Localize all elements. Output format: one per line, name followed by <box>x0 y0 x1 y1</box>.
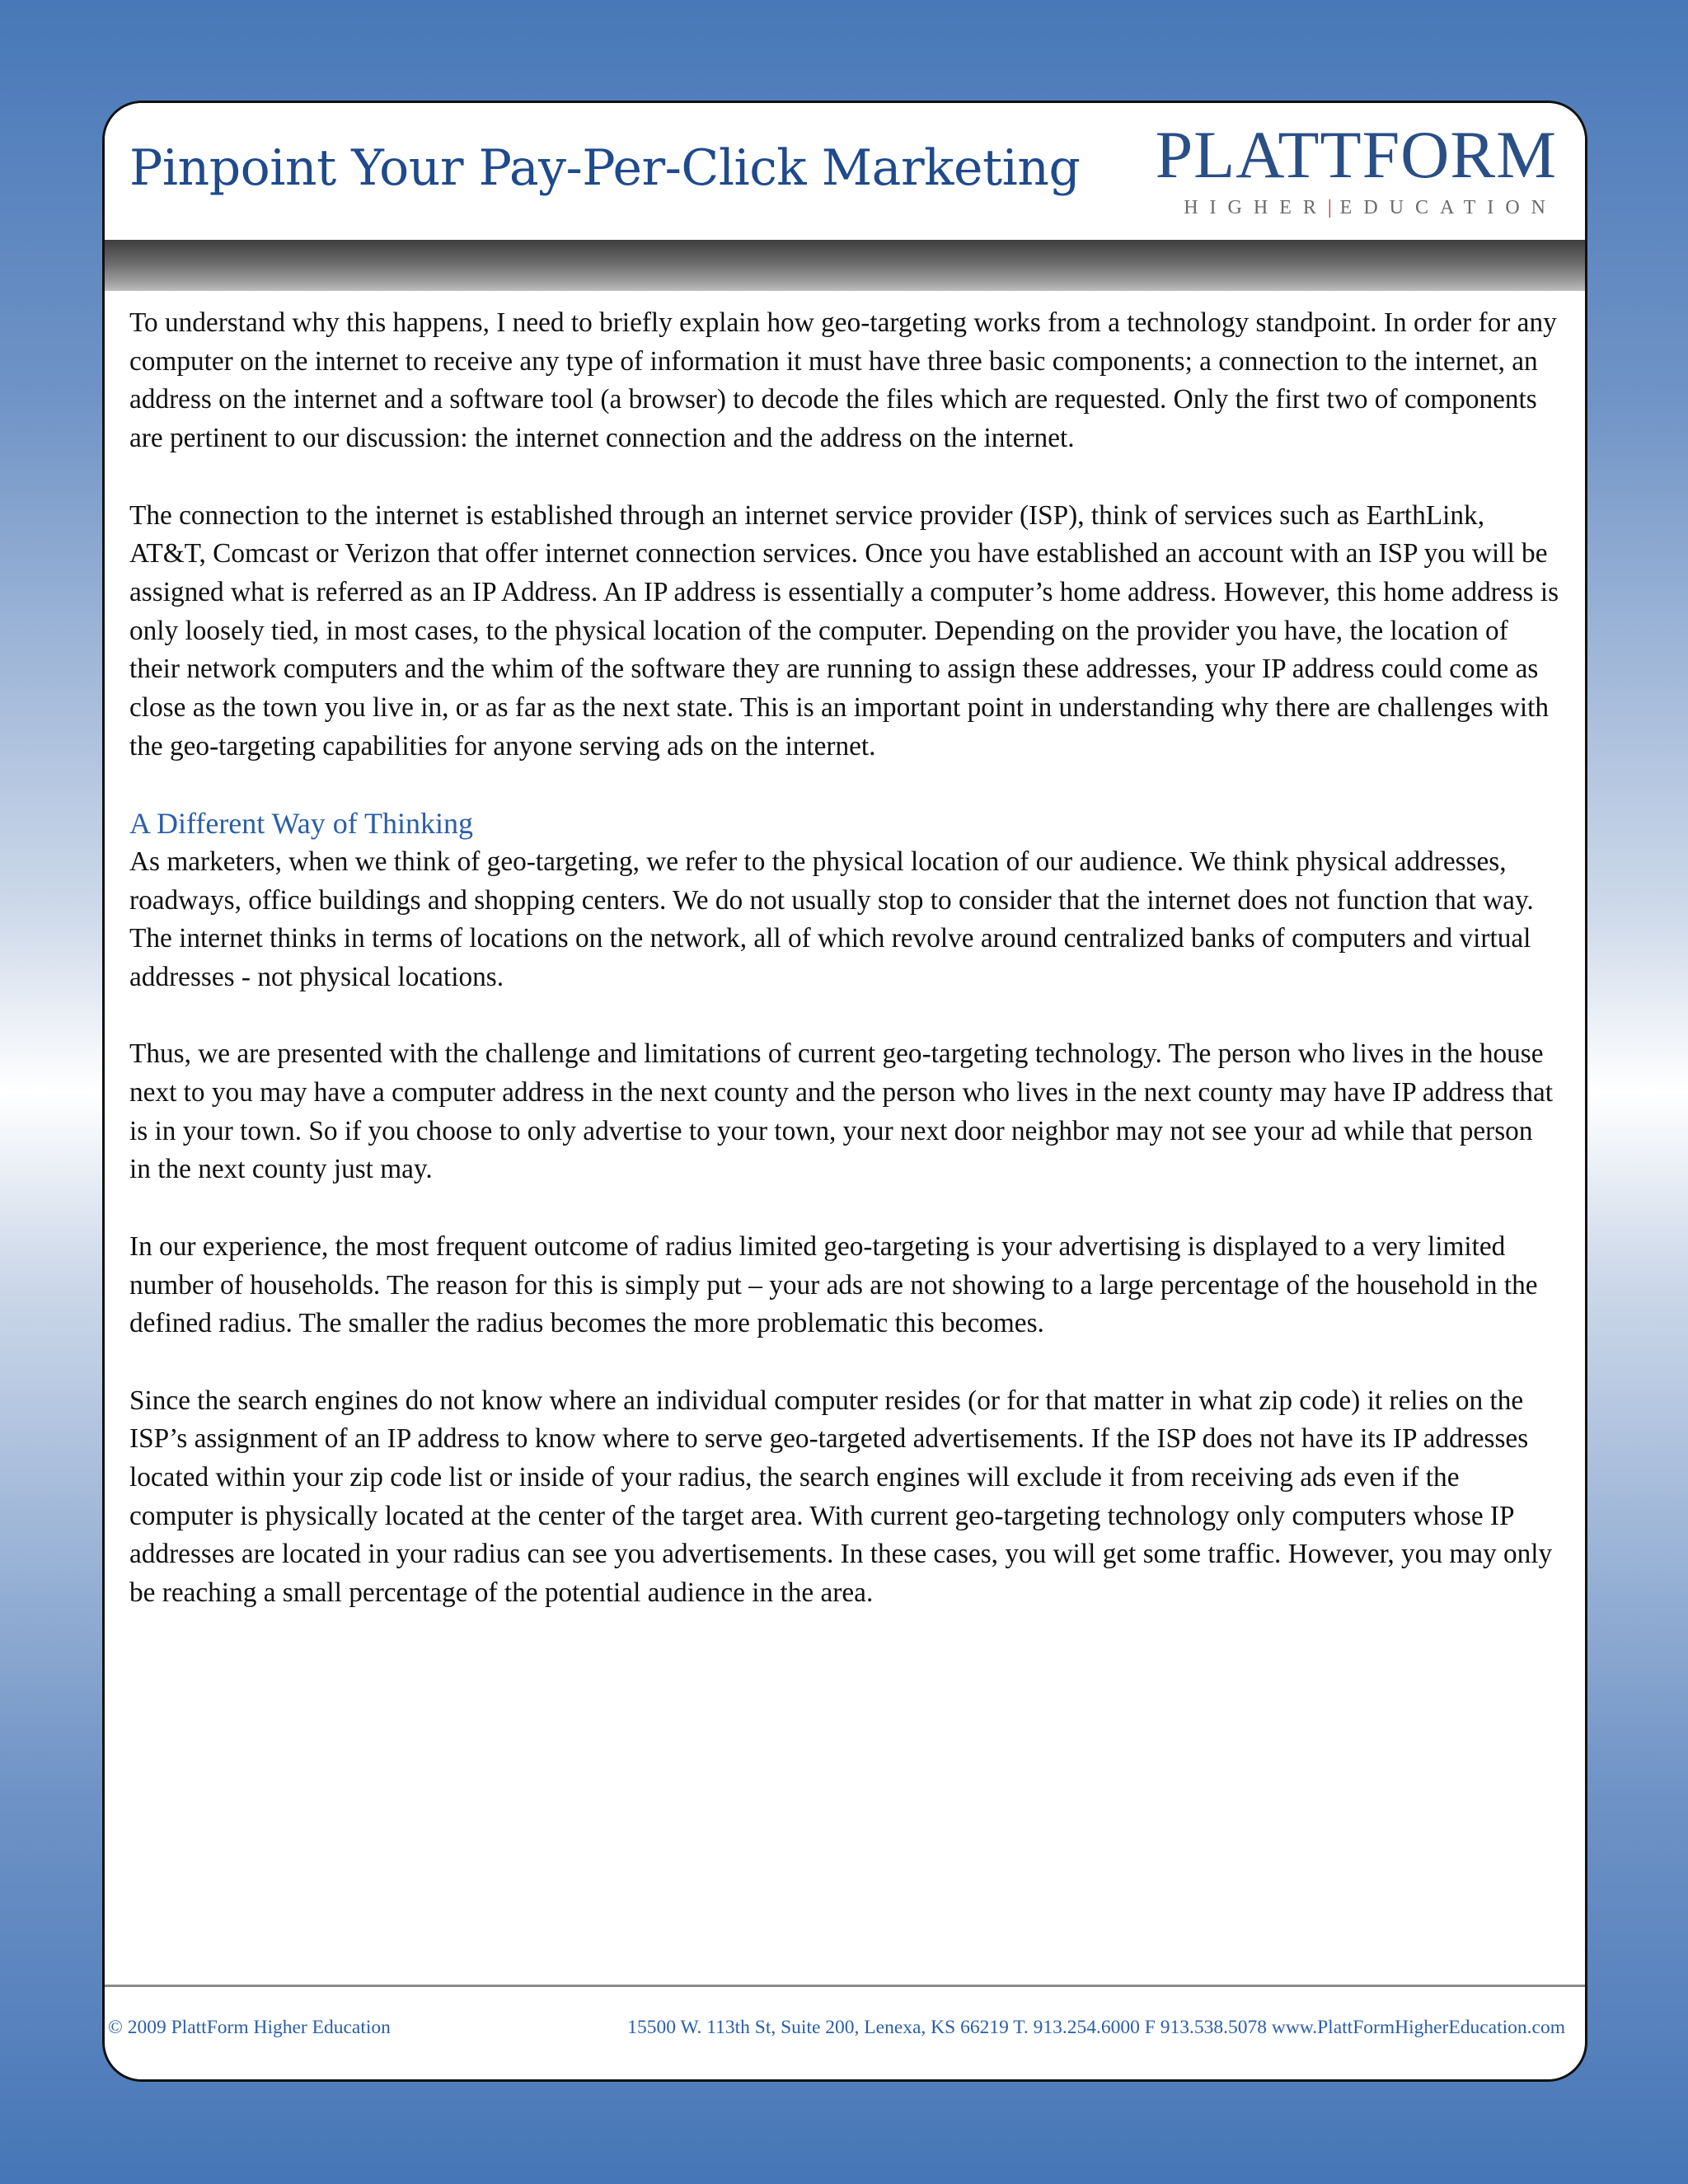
paragraph-isp-connection: The connection to the internet is established through an internet service provider (ISP), think of services such as EarthLink, AT&T, Comcast or Verizon that offer internet connection services. Once you have established an account with an ISP you will be assigned what is referred as an IP Address. An IP address is essentially a computer’s home address. However, this home address is only loosely tied, in most cases, to the physical location of the computer. Depending on the provider you have, the location of their network computers and the whim of the software they are running to assign these addresses, your IP address could come as close as the town you live in, or as far as the next state. This is an important point in understanding why there are challenges with the geo-targeting capabilities for anyone serving ads on the internet. <box>129 499 1559 762</box>
document-page <box>102 101 1587 2082</box>
logo-tagline-right: EDUCATION <box>1339 197 1557 218</box>
page-header <box>105 103 1585 240</box>
page-title: Pinpoint Your Pay-Per-Click Marketing <box>129 139 1081 197</box>
logo-tagline-separator: | <box>1327 197 1340 218</box>
logo-tagline-left: HIGHER <box>1184 197 1328 218</box>
plattform-logo <box>1128 117 1557 220</box>
footer-divider <box>105 1985 1585 1987</box>
logo-tagline <box>1184 197 1557 219</box>
paragraph-challenge: Thus, we are presented with the challenge and limitations of current geo-targeting technology. The person who lives in the house next to you may have a computer address in the next county and the person who lives in the next county may have IP address that is in your town. So if you choose to only advertise to your town, your next door neighbor may not see your ad while that person in the next county just may. <box>129 1038 1553 1185</box>
footer-contact: 15500 W. 113th St, Suite 200, Lenexa, KS 66219 T. 913.254.6000 F 913.538.5078 www.PlattFormHigherEducation.com <box>627 2017 1565 2038</box>
paragraph-search-engines: Since the search engines do not know where an individual computer resides (or for that matter in what zip code) it relies on the ISP’s assignment of an IP address to know where to serve geo-targeted advertisements. If the ISP does not have its IP addresses located within your zip code list or inside of your radius, the search engines will exclude it from receiving ads even if the computer is physically located at the center of the target area. With current geo-targeting technology only computers whose IP addresses are located in your radius can see you advertisements. In these cases, you will get some traffic. However, you may only be reaching a small percentage of the potential audience in the area. <box>129 1385 1553 1609</box>
logo-wordmark: PLATTFORM <box>1155 117 1557 192</box>
section-heading: A Different Way of Thinking <box>129 807 474 841</box>
paragraph-marketers: As marketers, when we think of geo-targeting, we refer to the physical location of our audience. We think physical addresses, roadways, office buildings and shopping centers. We do not usually stop to consider that the internet does not function that way. The internet thinks in terms of locations on the network, all of which revolve around centralized banks of computers and virtual addresses - not physical locations. <box>129 846 1534 992</box>
header-banner <box>105 240 1585 291</box>
paragraph-geo-targeting-intro: To understand why this happens, I need to briefly explain how geo-targeting works from a technology standpoint. In order for any computer on the internet to receive any type of information it must have three basic components; a connection to the internet, an address on the internet and a software tool (a browser) to decode the files which are requested. Only the first two of components are pertinent to our discussion: the internet connection and the address on the internet. <box>129 307 1557 454</box>
footer-copyright: © 2009 PlattForm Higher Education <box>108 2017 391 2038</box>
article-body <box>129 304 1559 1652</box>
paragraph-experience: In our experience, the most frequent outcome of radius limited geo-targeting is your advertising is displayed to a very limited number of households. The reason for this is simply put – your ads are not showing to a large percentage of the household in the defined radius. The smaller the radius becomes the more problematic this becomes. <box>129 1230 1538 1339</box>
